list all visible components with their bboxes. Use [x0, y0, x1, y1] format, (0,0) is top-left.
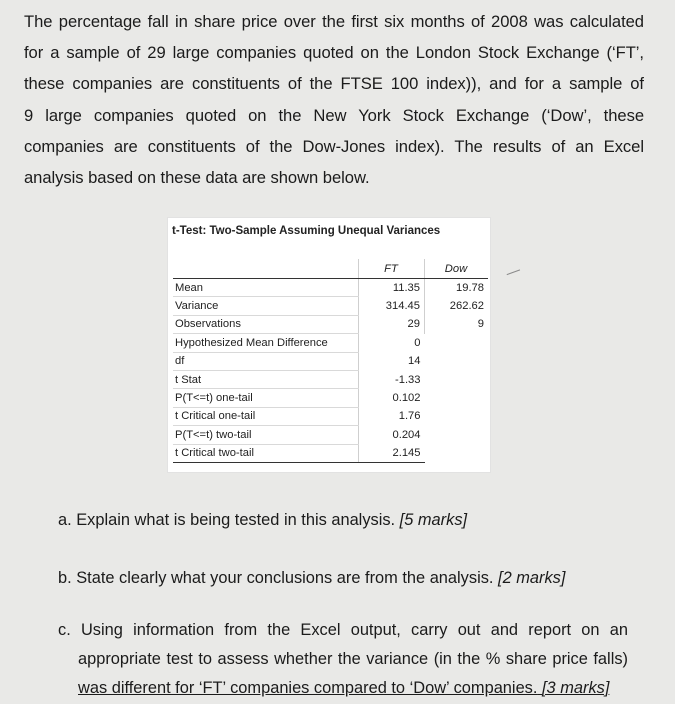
- excel-output: [168, 218, 490, 472]
- dow-value: [425, 389, 489, 407]
- ttest-table: [173, 259, 488, 463]
- ft-value: 29: [359, 315, 425, 333]
- row-label: df: [173, 352, 359, 370]
- row-label: t Critical one-tail: [173, 407, 359, 425]
- dow-value: 262.62: [425, 297, 489, 315]
- header-dow: Dow: [425, 259, 489, 279]
- dow-value: [425, 407, 489, 425]
- dow-value: [425, 370, 489, 388]
- table-row: [173, 426, 488, 444]
- dow-value: [425, 334, 489, 352]
- table-header-row: [173, 259, 488, 279]
- ft-value: 14: [359, 352, 425, 370]
- question-c: [58, 615, 628, 704]
- dow-value: [425, 426, 489, 444]
- row-label: t Stat: [173, 370, 359, 388]
- table-row: [173, 279, 488, 297]
- ft-value: 0: [359, 334, 425, 352]
- question-a-text: a. Explain what is being tested in this analysis.: [58, 511, 396, 529]
- question-c-marks: [3 marks]: [542, 679, 610, 697]
- table-row: [173, 370, 488, 388]
- problem-statement: [24, 6, 644, 193]
- header-label: [173, 259, 359, 279]
- question-c-line: [58, 673, 628, 704]
- question-b-marks: [2 marks]: [498, 569, 566, 587]
- excel-title: t-Test: Two-Sample Assuming Unequal Variances: [172, 225, 441, 237]
- ft-value: 1.76: [359, 407, 425, 425]
- ft-value: 11.35: [359, 279, 425, 297]
- question-c-text: was different for ‘FT’ companies compared to ‘Dow’ companies.: [78, 679, 538, 697]
- ft-value: 314.45: [359, 297, 425, 315]
- statement-line: for a sample of 29 large companies quoted on the London Stock Exchange (‘FT’,: [24, 43, 644, 63]
- question-b-text: b. State clearly what your conclusions are from the analysis.: [58, 569, 494, 587]
- row-label: t Critical two-tail: [173, 444, 359, 462]
- ft-value: 2.145: [359, 444, 425, 462]
- table-row: [173, 407, 488, 425]
- question-c-line: c. Using information from the Excel output, carry out and report on an: [58, 621, 628, 639]
- question-a: [58, 505, 467, 536]
- dow-value: 9: [425, 315, 489, 333]
- statement-line: The percentage fall in share price over the first six months of 2008 was calculated: [24, 12, 644, 31]
- statement-line: these companies are constituents of the FTSE 100 index)), and for a sample of: [24, 74, 644, 94]
- pen-mark: [504, 262, 520, 275]
- statement-line: analysis based on these data are shown below.: [24, 167, 370, 187]
- statement-line: companies are constituents of the Dow-Jones index). The results of an Excel: [24, 136, 644, 156]
- row-label: Hypothesized Mean Difference: [173, 334, 359, 352]
- dow-value: 19.78: [425, 279, 489, 297]
- table-row: [173, 389, 488, 407]
- row-label: Observations: [173, 315, 359, 333]
- ft-value: 0.204: [359, 426, 425, 444]
- question-c-line: appropriate test to assess whether the variance (in the % share price falls): [78, 650, 628, 668]
- row-label: P(T<=t) one-tail: [173, 389, 359, 407]
- question-a-marks: [5 marks]: [399, 511, 468, 529]
- row-label: P(T<=t) two-tail: [173, 426, 359, 444]
- dow-value: [425, 352, 489, 370]
- ft-value: -1.33: [359, 370, 425, 388]
- row-label: Mean: [173, 279, 359, 297]
- row-label: Variance: [173, 297, 359, 315]
- table-row: [173, 297, 488, 315]
- ft-value: 0.102: [359, 389, 425, 407]
- question-b: [58, 563, 565, 594]
- table-row: [173, 444, 488, 462]
- table-row: [173, 315, 488, 333]
- dow-value: [425, 444, 489, 462]
- statement-line: 9 large companies quoted on the New York Stock Exchange (‘Dow’, these: [24, 105, 644, 125]
- table-row: [173, 352, 488, 370]
- table-row: [173, 334, 488, 352]
- header-ft: FT: [359, 259, 425, 279]
